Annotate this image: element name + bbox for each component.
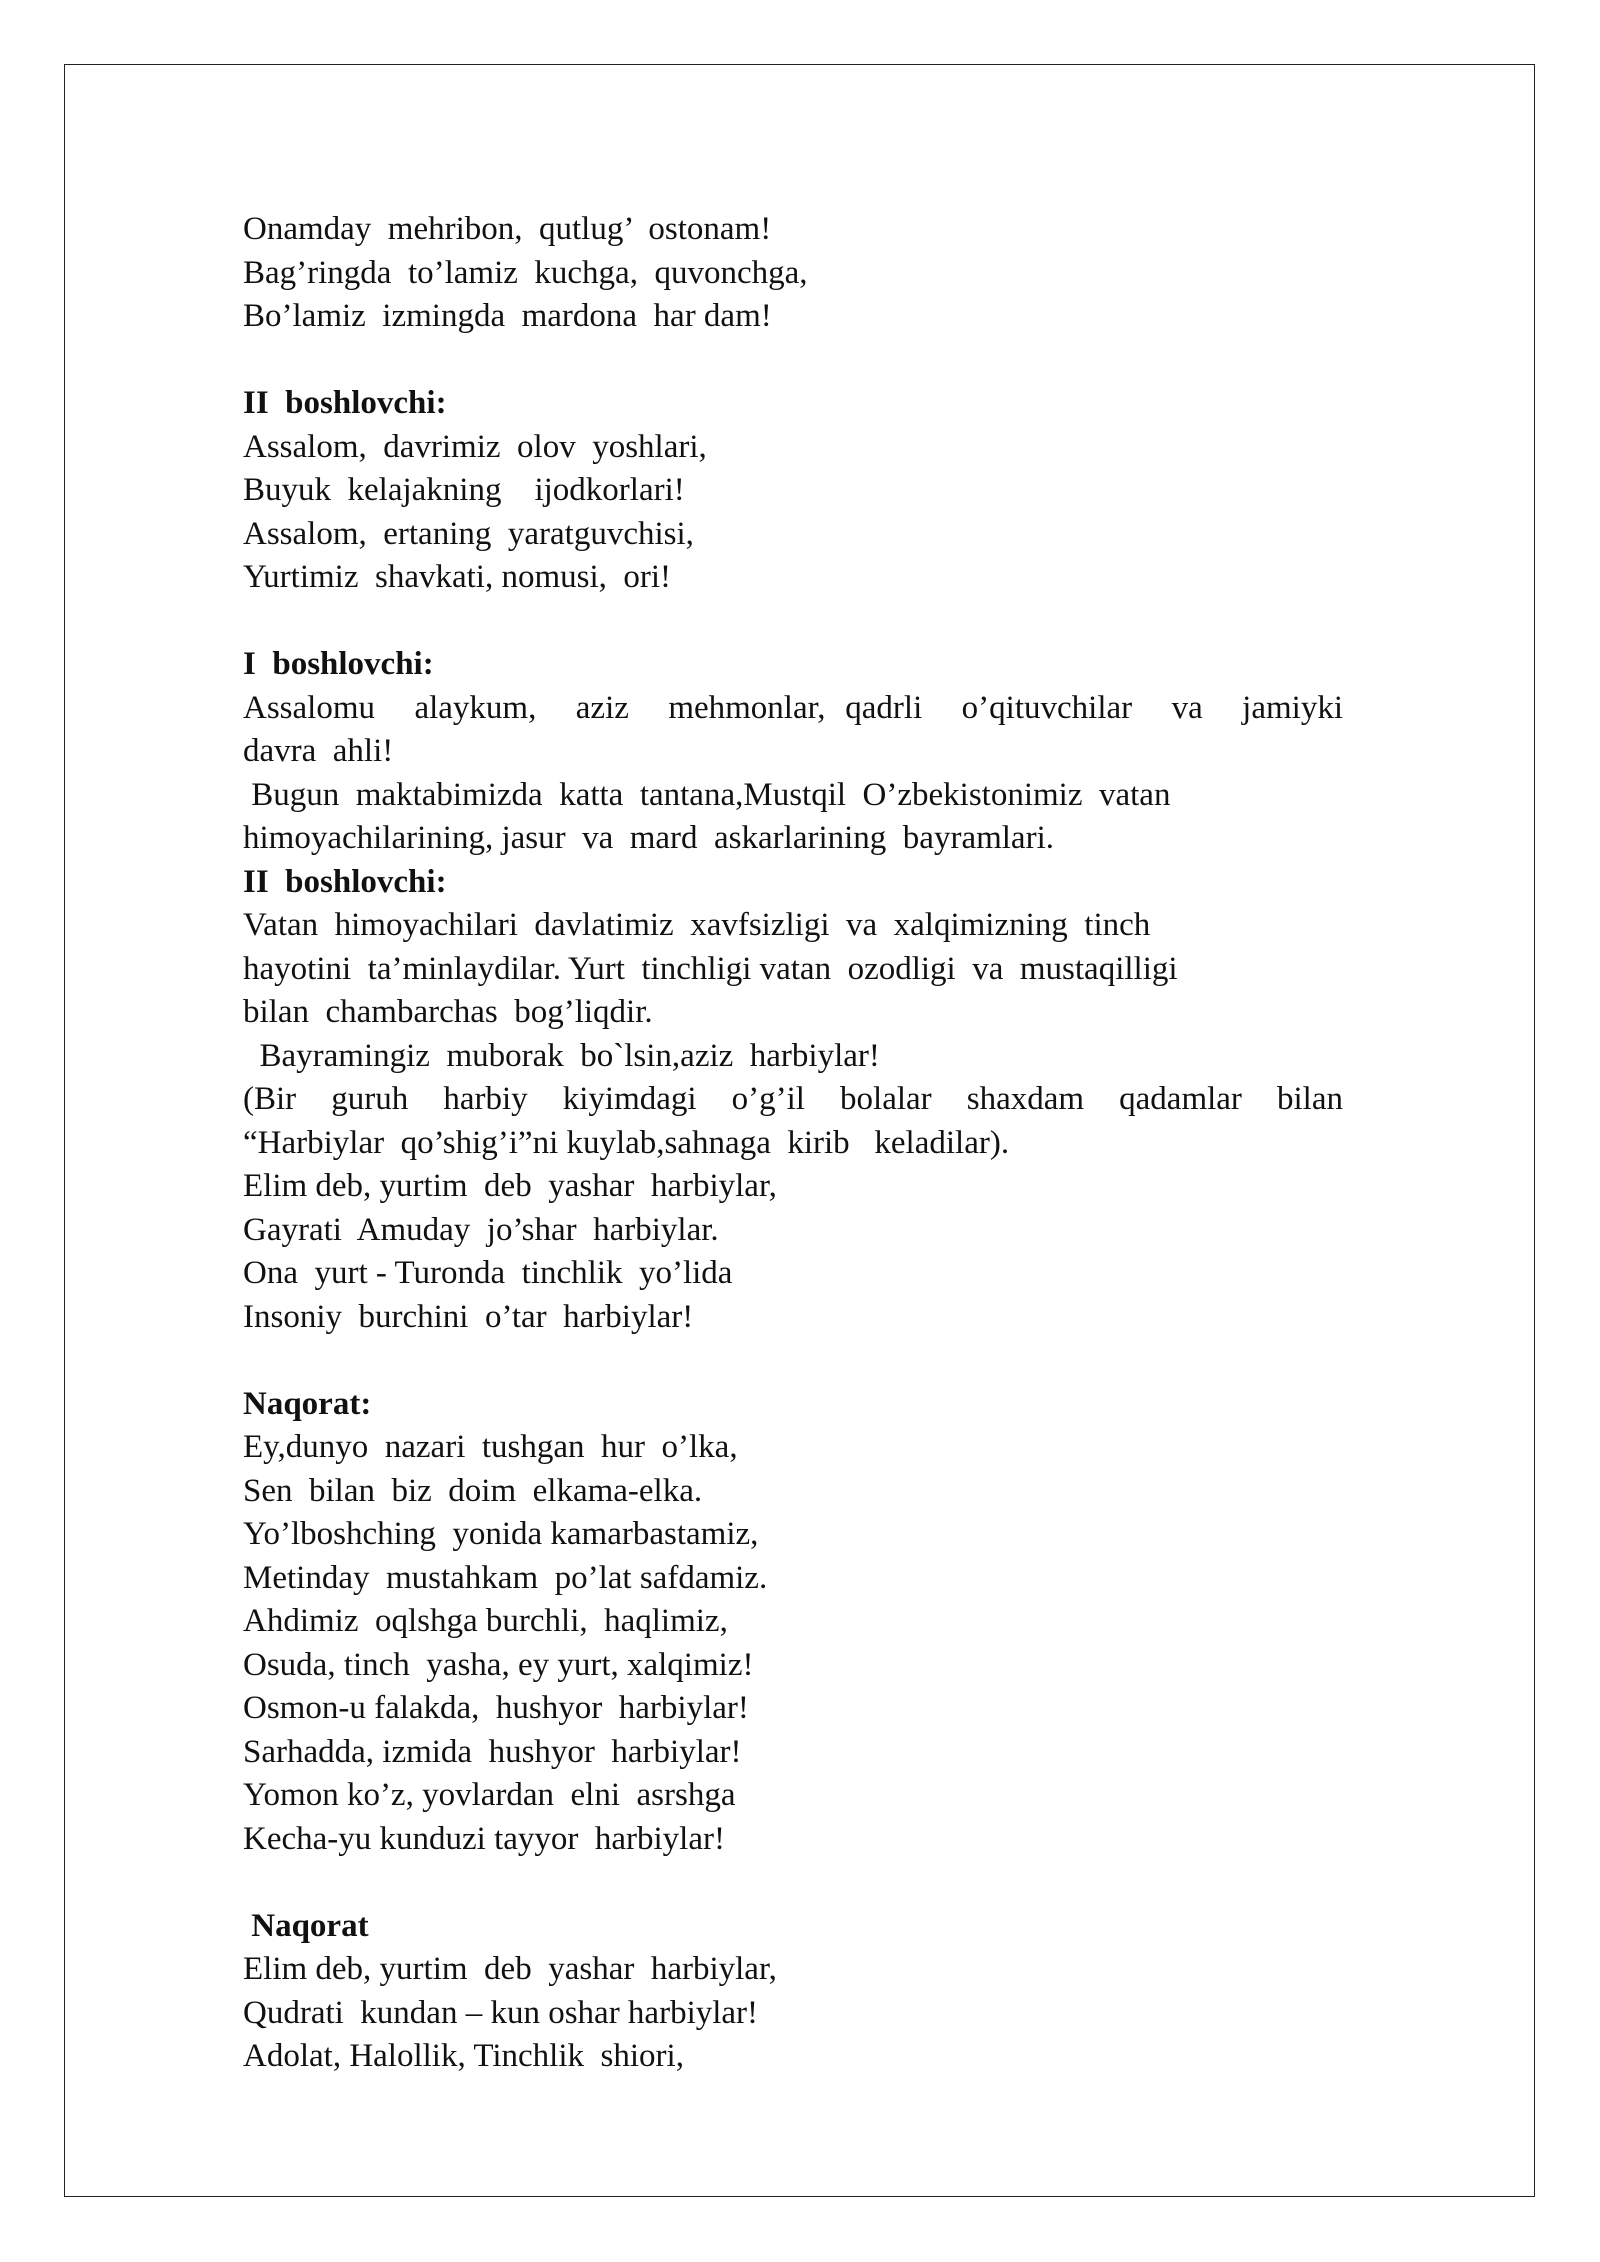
text-line: Assalomu alaykum, aziz mehmonlar, qadrli o’qituvchilar va jamiyki: [243, 689, 1343, 726]
text-line: Metinday mustahkam po’lat safdamiz.: [243, 1559, 768, 1596]
text-line: bilan chambarchas bog’liqdir.: [243, 994, 653, 1030]
text-line: Ahdimiz oqlshga burchli, haqlimiz,: [243, 1603, 728, 1639]
text-line: davra ahli!: [243, 733, 394, 769]
text-line: Bugun maktabimizda katta tantana,Mustqil O’zbekistonimiz vatan: [243, 776, 1171, 813]
text-line: Yurtimiz shavkati, nomusi, ori!: [243, 559, 672, 595]
text-line: Gayrati Amuday jo’shar harbiylar.: [243, 1211, 719, 1248]
speaker-heading: Naqorat:: [243, 1385, 372, 1422]
speaker-heading: Naqorat: [243, 1907, 369, 1944]
text-line: Bayramingiz muborak bo`lsin,aziz harbiylar!: [243, 1037, 880, 1074]
blank-line: [243, 339, 1343, 383]
blank-line: [243, 600, 1343, 644]
text-line: Osuda, tinch yasha, ey yurt, xalqimiz!: [243, 1646, 754, 1683]
text-line: Sarhadda, izmida hushyor harbiylar!: [243, 1733, 742, 1770]
speaker-heading: II boshlovchi:: [243, 385, 447, 421]
speaker-heading: II boshlovchi:: [243, 863, 447, 900]
text-line: Yo’lboshching yonida kamarbastamiz,: [243, 1516, 759, 1552]
text-line: Elim deb, yurtim deb yashar harbiylar,: [243, 1168, 777, 1204]
text-line: Osmon-u falakda, hushyor harbiylar!: [243, 1690, 749, 1726]
blank-line: [243, 1861, 1343, 1905]
text-line: Bag’ringda to’lamiz kuchga, quvonchga,: [243, 254, 808, 291]
text-line: Ona yurt - Turonda tinchlik yo’lida: [243, 1255, 733, 1291]
text-line: hayotini ta’minlaydilar. Yurt tinchligi vatan ozodligi va mustaqilligi: [243, 950, 1178, 987]
speaker-heading: I boshlovchi:: [243, 646, 434, 682]
text-line: Kecha-yu kunduzi tayyor harbiylar!: [243, 1820, 725, 1857]
text-line: (Bir guruh harbiy kiyimdagi o’g’il bolalar shaxdam qadamlar bilan: [243, 1081, 1343, 1117]
text-line: Assalom, davrimiz olov yoshlari,: [243, 428, 707, 465]
text-line: Onamday mehribon, qutlug’ ostonam!: [243, 211, 772, 247]
text-line: “Harbiylar qo’shig’i”ni kuylab,sahnaga kirib keladilar).: [243, 1124, 1010, 1161]
text-line: Ey,dunyo nazari tushgan hur o’lka,: [243, 1429, 738, 1465]
text-line: Vatan himoyachilari davlatimiz xavfsizligi va xalqimizning tinch: [243, 907, 1151, 943]
text-line: Qudrati kundan – kun oshar harbiylar!: [243, 1994, 759, 2031]
text-line: Bo’lamiz izmingda mardona har dam!: [243, 298, 772, 334]
blank-line: [243, 1339, 1343, 1383]
text-line: Yomon ko’z, yovlardan elni asrshga: [243, 1777, 736, 1813]
text-line: Assalom, ertaning yaratguvchisi,: [243, 515, 694, 552]
text-line: himoyachilarining, jasur va mard askarlarining bayramlari.: [243, 820, 1054, 856]
text-line: Elim deb, yurtim deb yashar harbiylar,: [243, 1951, 777, 1987]
text-line: Buyuk kelajakning ijodkorlari!: [243, 472, 685, 508]
document-body: [243, 208, 1343, 2079]
text-line: Sen bilan biz doim elkama-elka.: [243, 1472, 703, 1509]
text-line: Adolat, Halollik, Tinchlik shiori,: [243, 2038, 684, 2074]
text-line: Insoniy burchini o’tar harbiylar!: [243, 1298, 694, 1335]
